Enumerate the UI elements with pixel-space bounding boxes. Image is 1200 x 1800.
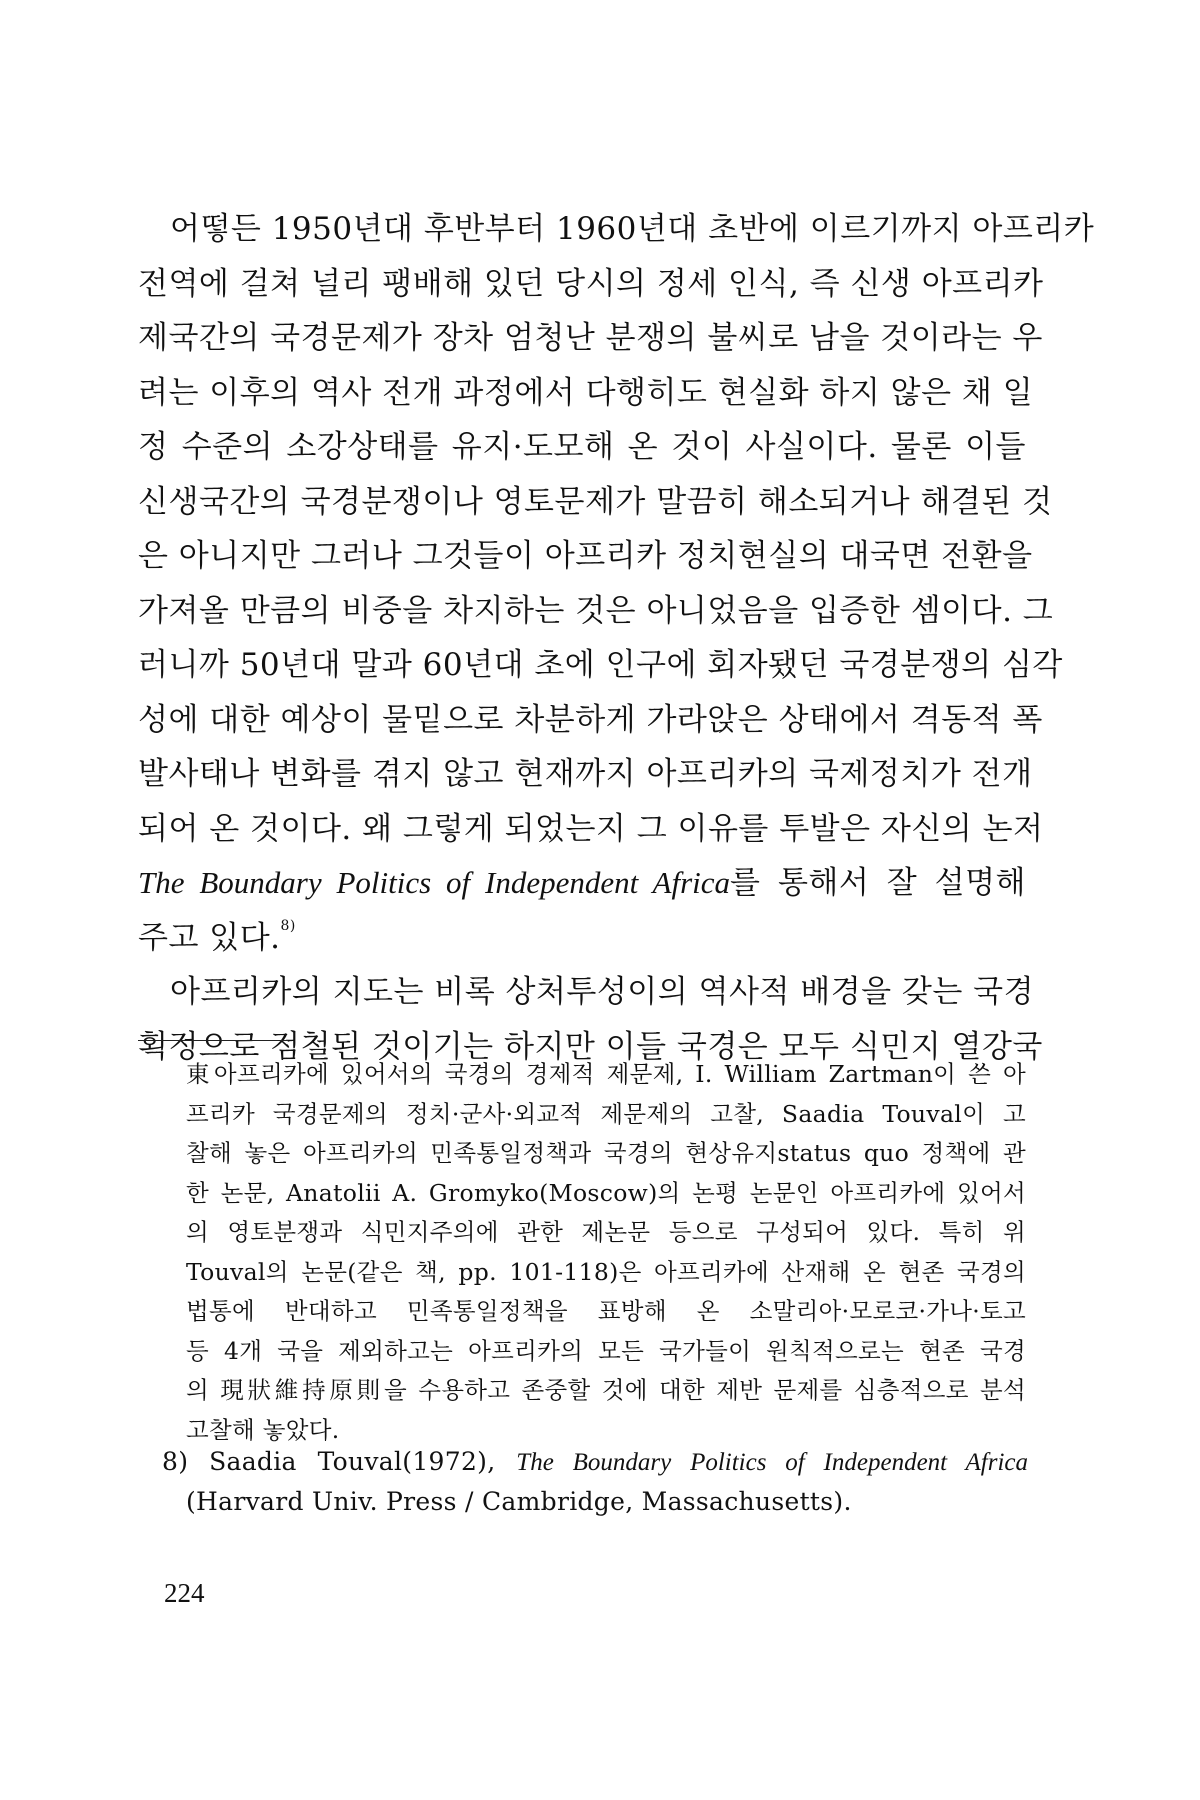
footnote-line: 찰해 놓은 아프리카의 민족통일정책과 국경의 현상유지status quo 정책에 관 — [186, 1139, 1026, 1167]
body-line: 발사태나 변화를 겪지 않고 현재까지 아프리카의 국제정치가 전개 — [138, 756, 1033, 792]
footnote-line: 東아프리카에 있어서의 국경의 경제적 제문제, I. William Zartman이 쓴 아 — [186, 1060, 1026, 1088]
main-text — [138, 202, 1095, 1074]
body-line — [138, 911, 1026, 966]
body-line: 가져올 만큼의 비중을 차지하는 것은 아니었음을 입증한 셈이다. 그 — [138, 592, 1054, 629]
body-line-title — [138, 856, 1026, 911]
footnote-continuation — [186, 1055, 1026, 1450]
footnote-ref[interactable]: 8) — [280, 917, 296, 934]
body-line: 제국간의 국경문제가 장차 엄청난 분쟁의 불씨로 남을 것이라는 우 — [138, 320, 1043, 356]
body-line: 아프리카의 지도는 비록 상처투성이의 역사적 배경을 갖는 국경 — [170, 974, 1035, 1010]
footnote-8 — [162, 1442, 1028, 1521]
book-title-italic: The Boundary Politics of Independent Africa — [138, 865, 731, 900]
footnote-8-title-italic: The Boundary Politics of Independent Africa — [516, 1449, 1028, 1476]
body-line: 은 아니지만 그러나 그것들이 아프리카 정치현실의 대국면 전환을 — [138, 538, 1033, 574]
footnote-8-publisher: (Harvard Univ. Press / Cambridge, Massachusetts). — [186, 1486, 852, 1516]
body-line: 성에 대한 예상이 물밑으로 차분하게 가라앉은 상태에서 격동적 폭 — [138, 701, 1043, 738]
footnote-divider — [138, 1040, 288, 1041]
body-line-text: 주고 있다. — [138, 919, 281, 956]
footnote-line: 의 영토분쟁과 식민지주의에 관한 제논문 등으로 구성되어 있다. 특히 위 — [186, 1218, 1026, 1246]
footnote-8-prefix: 8) Saadia Touval(1972), — [162, 1447, 496, 1476]
body-line: 러니까 50년대 말과 60년대 초에 인구에 회자됐던 국경분쟁의 심각 — [138, 647, 1063, 683]
body-line: 획정으로 점철된 것이기는 하지만 이들 국경은 모두 식민지 열강국 — [138, 1028, 1043, 1065]
page-number: 224 — [164, 1578, 205, 1608]
body-line-rest: 를 통해서 잘 설명해 — [730, 865, 1026, 901]
footnote-line: 의 現狀維持原則을 수용하고 존중할 것에 대한 제반 문제를 심층적으로 분석 — [186, 1376, 1026, 1404]
body-line: 정 수준의 소강상태를 유지·도모해 온 것이 사실이다. 물론 이들 — [138, 429, 1026, 465]
footnote-line: 등 4개 국을 제외하고는 아프리카의 모든 국가들이 원칙적으로는 현존 국경 — [186, 1336, 1026, 1365]
body-line: 려는 이후의 역사 전개 과정에서 다행히도 현실화 하지 않은 채 일 — [138, 374, 1034, 411]
footnote-line: 한 논문, Anatolii A. Gromyko(Moscow)의 논평 논문인 아프리카에 있어서 — [186, 1178, 1026, 1207]
body-line: 어떻든 1950년대 후반부터 1960년대 초반에 이르기까지 아프리카 — [170, 211, 1095, 247]
body-line: 전역에 걸쳐 널리 팽배해 있던 당시의 정세 인식, 즉 신생 아프리카 — [138, 265, 1044, 302]
body-line: 되어 온 것이다. 왜 그렇게 되었는지 그 이유를 투발은 자신의 논저 — [138, 810, 1044, 847]
body-line: 신생국간의 국경분쟁이나 영토문제가 말끔히 해소되거나 해결된 것 — [138, 483, 1053, 520]
footnote-8-line — [162, 1442, 1028, 1482]
footnote-line: Touval의 논문(같은 책, pp. 101-118)은 아프리카에 산재해 온 현존 국경의 — [186, 1257, 1026, 1286]
footnote-line: 법통에 반대하고 민족통일정책을 표방해 온 소말리아·모로코·가나·토고 — [186, 1297, 1026, 1325]
footnote-line: 프리카 국경문제의 정치·군사·외교적 제문제의 고찰, Saadia Touval이 고 — [186, 1099, 1026, 1128]
footnote-line: 고찰해 놓았다. — [186, 1415, 340, 1444]
